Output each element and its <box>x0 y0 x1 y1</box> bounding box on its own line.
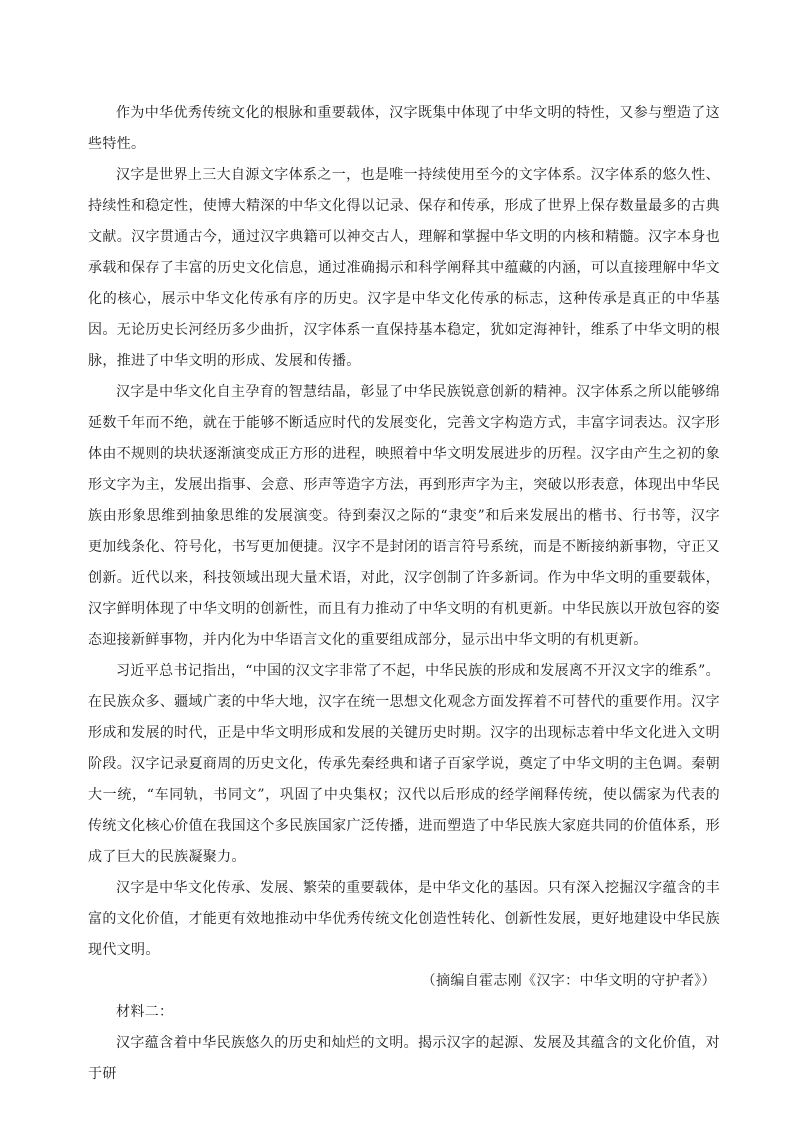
paragraph-system: 汉字是世界上三大自源文字体系之一，也是唯一持续使用至今的文字体系。汉字体系的悠久性、持续性和稳定性，使博大精深的中华文化得以记录、保存和传承，形成了世界上保存数量最多的古典文献。汉字贯通古今，通过汉字典籍可以神交古人，理解和掌握中华文明的内核和精髓。汉字本身也承载和保存了丰富的历史文化信息，通过准确揭示和科学阐释其中蕴藏的内涵，可以直接理解中华文化的核心，展示中华文化传承有序的历史。汉字是中华文化传承的标志，这种传承是真正的中华基因。无论历史长河经历多少曲折，汉字体系一直保持基本稳定，犹如定海神针，维系了中华文明的根脉，推进了中华文明的形成、发展和传播。 <box>88 167 720 369</box>
paragraph-conclusion: 汉字是中华文化传承、发展、繁荣的重要载体，是中华文化的基因。只有深入挖掘汉字蕴含的丰富的文化价值，才能更有效地推动中华优秀传统文化创造性转化、创新性发展，更好地建设中华民族现代文明。 <box>88 880 720 958</box>
document-body <box>88 98 720 1090</box>
citation-source: （摘编自霍志刚《汉字：中华文明的守护者》） <box>421 973 716 989</box>
material-label: 材料二： <box>116 1004 174 1020</box>
paragraph-material-two: 汉字蕴含着中华民族悠久的历史和灿烂的文明。揭示汉字的起源、发展及其蕴含的文化价值，对于研 <box>88 1035 720 1082</box>
paragraph-innovation: 汉字是中华文化自主孕育的智慧结晶，彰显了中华民族锐意创新的精神。汉字体系之所以能够绵延数千年而不绝，就在于能够不断适应时代的发展变化，完善文字构造方式，丰富字词表达。汉字形体由不规则的块状逐渐演变成正方形的进程，映照着中华文明发展进步的历程。汉字由产生之初的象形文字为主，发展出指事、会意、形声等造字方法，再到形声字为主，突破以形表意，体现出中华民族由形象思维到抽象思维的发展演变。待到秦汉之际的“隶变”和后来发展出的楷书、行书等，汉字更加线条化、符号化，书写更加便捷。汉字不是封闭的语言符号系统，而是不断接纳新事物，守正又创新。近代以来，科技领域出现大量术语，对此，汉字创制了许多新词。作为中华文明的重要载体，汉字鲜明体现了中华文明的创新性，而且有力推动了中华文明的有机更新。中华民族以开放包容的姿态迎接新鲜事物，并内化为中华语言文化的重要组成部分，显示出中华文明的有机更新。 <box>88 384 720 648</box>
paragraph-intro: 作为中华优秀传统文化的根脉和重要载体，汉字既集中体现了中华文明的特性，又参与塑造了这些特性。 <box>88 105 720 152</box>
paragraph-unity: 习近平总书记指出，“中国的汉文字非常了不起，中华民族的形成和发展离不开汉文字的维系”。在民族众多、疆域广袤的中华大地，汉字在统一思想文化观念方面发挥着不可替代的重要作用。汉字形成和发展的时代，正是中华文明形成和发展的关键历史时期。汉字的出现标志着中华文化进入文明阶段。汉字记录夏商周的历史文化，传承先秦经典和诸子百家学说，奠定了中华文明的主色调。秦朝大一统，“车同轨，书同文”，巩固了中央集权；汉代以后形成的经学阐释传统，使以儒家为代表的传统文化核心价值在我国这个多民族国家广泛传播，进而塑造了中华民族大家庭共同的价值体系，形成了巨大的民族凝聚力。 <box>88 663 720 865</box>
